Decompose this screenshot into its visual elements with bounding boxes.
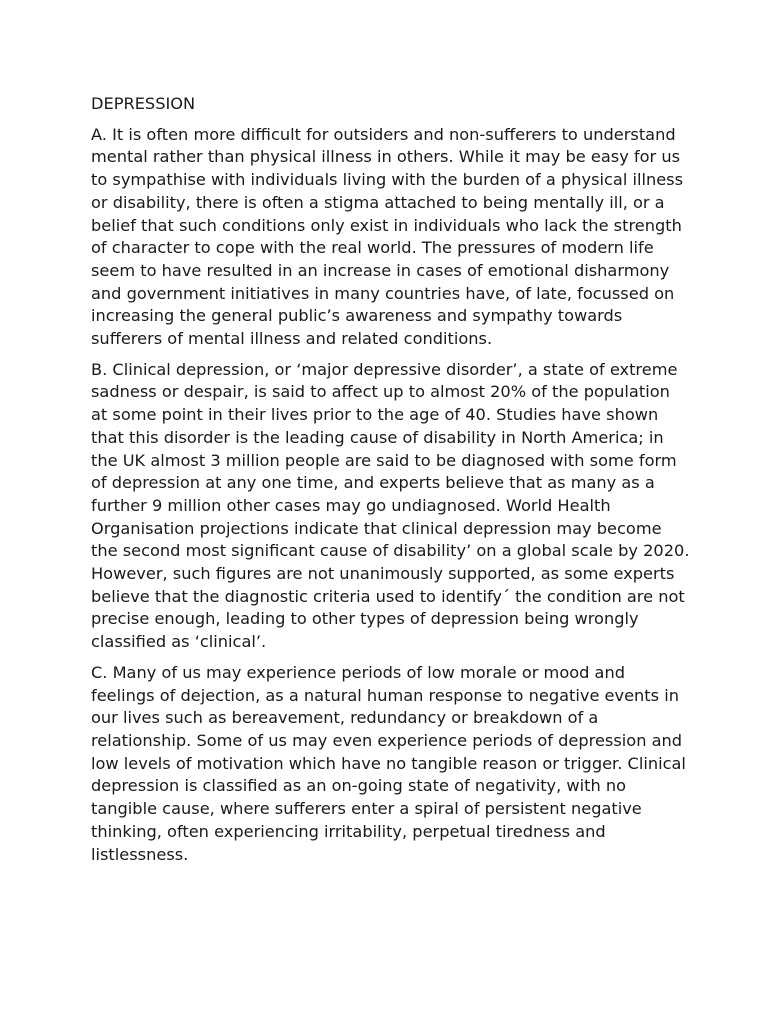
paragraph-c: C. Many of us may experience periods of low morale or mood and feelings of dejection, as a natural human response to negative events in our lives such as bereavement, redundancy or breakdown of a relationship. Some of us may even experience periods of depression and low levels of motivation which have no tangible reason or trigger. Clinical depression is classified as an on-going state of negativity, with no tangible cause, where sufferers enter a spiral of persistent negative thinking, often experiencing irritability, perpetual tiredness and listlessness.	[91, 662, 686, 864]
document-title: DEPRESSION	[91, 94, 196, 113]
paragraph-b: B. Clinical depression, or ‘major depressive disorder’, a state of extreme sadness or despair, is said to affect up to almost 20% of the population at some point in their lives prior to the age of 40. Studies have shown that this disorder is the leading cause of disability in North America; in the UK almost 3 million people are said to be diagnosed with some form of depression at any one time, and experts believe that as many as a further 9 million other cases may go undiagnosed. World Health Organisation projections indicate that clinical depression may become the second most significant cause of disability’ on a global scale by 2020. However, such figures are not unanimously supported, as some experts believe that the diagnostic criteria used to identify´ the condition are not precise enough, leading to other types of depression being wrongly classified as ‘clinical’.	[91, 359, 690, 652]
paragraph-a: A. It is often more difficult for outsiders and non-sufferers to understand mental rather than physical illness in others. While it may be easy for us to sympathise with individuals living with the burden of a physical illness or disability, there is often a stigma attached to being mentally ill, or a belief that such conditions only exist in individuals who lack the strength of character to cope with the real world. The pressures of modern life seem to have resulted in an increase in cases of emotional disharmony and government initiatives in many countries have, of late, focussed on increasing the general public’s awareness and sympathy towards sufferers of mental illness and related conditions.	[91, 124, 684, 349]
document-body	[91, 93, 691, 874]
